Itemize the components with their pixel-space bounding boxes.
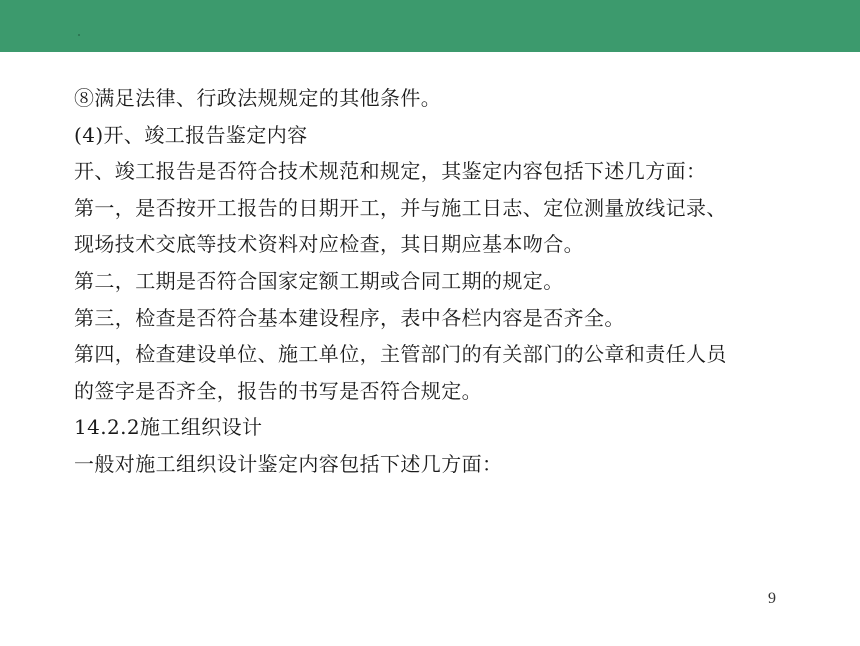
text-line-first: 第一，是否按开工报告的日期开工，并与施工日志、定位测量放线记录、: [74, 195, 727, 220]
text-line-condition-8: ⑧满足法律、行政法规规定的其他条件。: [74, 86, 442, 110]
text-line-fourth: 第四，检查建设单位、施工单位，主管部门的有关部门的公章和责任人员: [74, 342, 727, 367]
text-line-third: 第三，检查是否符合基本建设程序，表中各栏内容是否齐全。: [74, 305, 625, 330]
slide-body: [74, 80, 814, 483]
text-line-fourth-cont: 的签字是否齐全，报告的书写是否符合规定。: [74, 378, 482, 403]
page-number: 9: [768, 590, 776, 607]
text-line-first-cont: 现场技术交底等技术资料对应检查，其日期应基本吻合。: [74, 232, 584, 257]
header-bar: [0, 0, 860, 52]
text-line-general: 一般对施工组织设计鉴定内容包括下述几方面：: [74, 451, 503, 476]
text-line-second: 第二，工期是否符合国家定额工期或合同工期的规定。: [74, 268, 564, 293]
text-line-intro: 开、竣工报告是否符合技术规范和规定，其鉴定内容包括下述几方面：: [74, 159, 707, 184]
header-dot: [78, 34, 80, 36]
section-heading-14-2-2: 14.2.2施工组织设计: [74, 415, 263, 440]
section-heading-4: (4)开、竣工报告鉴定内容: [74, 122, 308, 147]
